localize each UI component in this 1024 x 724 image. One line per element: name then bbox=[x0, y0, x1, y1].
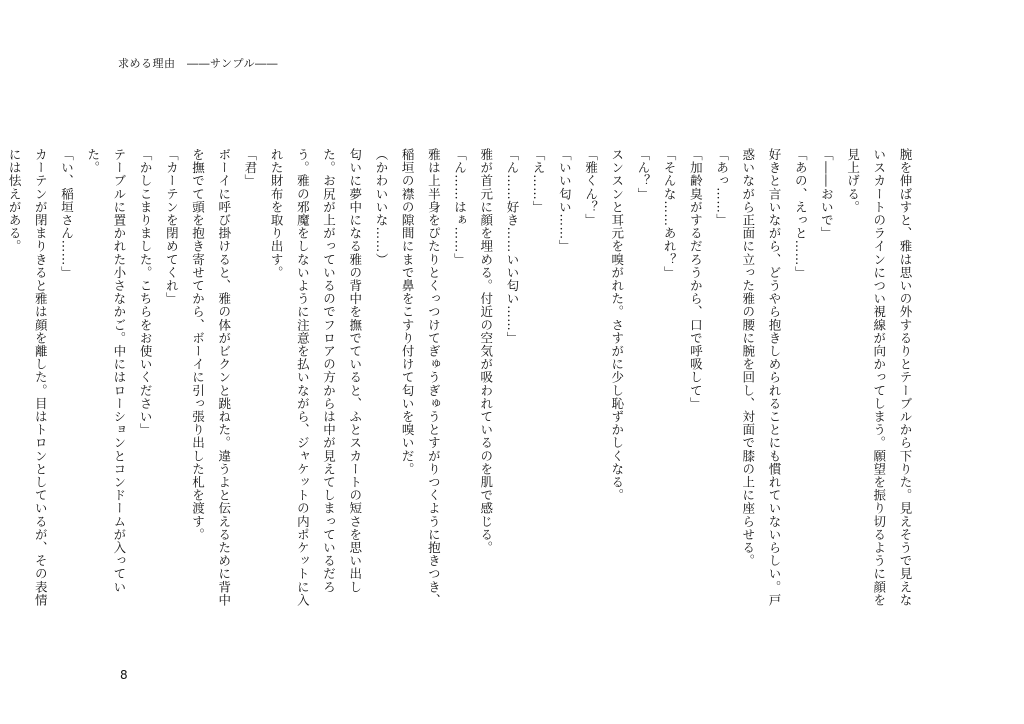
paragraph: 「いい匂い……」 bbox=[557, 148, 573, 253]
paragraph: 「そんな……あれ？」 bbox=[662, 148, 678, 279]
paragraph: 雅が首元に顔を埋める。付近の空気が吸われているのを肌で感じる。 bbox=[478, 148, 494, 555]
paragraph: 好きと言いながら、どうやら抱きしめられることにも慣れていないらしい。戸惑いながら正面に立った雅の腰に腕を回し、対面で膝の上に座らせる。 bbox=[740, 148, 782, 607]
page-number: 8 bbox=[120, 668, 128, 682]
running-header: 求める理由 ――サンプル―― bbox=[118, 57, 279, 70]
paragraph: 腕を伸ばすと、雅は思いの外するりとテーブルから下りた。見えそうで見えないスカートのラインについ視線が向かってしまう。願望を振り切るように顔を見上げる。 bbox=[845, 148, 913, 607]
paragraph: 「え……」 bbox=[531, 148, 547, 214]
paragraph: 「君」 bbox=[242, 148, 258, 188]
paragraph: 「あっ……」 bbox=[714, 148, 730, 227]
paragraph: 「ん……好き……いい匂い……」 bbox=[504, 148, 520, 345]
paragraph: テーブルに置かれた小さなかご。中にはローションとコンドームが入っていた。 bbox=[85, 148, 127, 594]
paragraph: 「い、稲垣さん……」 bbox=[59, 148, 75, 279]
paragraph bbox=[0, 148, 1, 610]
paragraph: （かわいいな……） bbox=[373, 148, 389, 266]
paragraph: 「加齢臭がするだろうから、口で呼吸して」 bbox=[688, 148, 704, 410]
body-text bbox=[7, 148, 918, 610]
paragraph: ボーイに呼び掛けると、雅の体がビクンと跳ねた。違うよと伝えるために背中を撫でて頭を抱き寄せてから、ボーイに引っ張り出した札を渡す。 bbox=[190, 148, 232, 607]
paragraph: 「ん……はぁ……」 bbox=[452, 148, 468, 266]
paragraph: 「あの、えっと……」 bbox=[793, 148, 809, 279]
paragraph: 「――おいで」 bbox=[819, 148, 835, 240]
paragraph: カーテンが閉まりきると雅は顔を離した。目はトロンとしているが、その表情には怯えがある。 bbox=[7, 148, 49, 607]
paragraph: 「雅くん？」 bbox=[583, 148, 599, 227]
paragraph: 「ん？」 bbox=[635, 148, 651, 201]
paragraph: 雅は上半身をぴたりとくっつけてぎゅうぎゅうとすがりつくように抱きつき、稲垣の襟の隙間にまで鼻をこすり付けて匂いを嗅いだ。 bbox=[400, 148, 442, 607]
paragraph: 「かしこまりました。こちらをお使いください」 bbox=[138, 148, 154, 437]
paragraph: 「カーテンを閉めてくれ」 bbox=[164, 148, 180, 306]
paragraph: 匂いに夢中になる雅の背中を撫でていると、ふとスカートの短さを思い出した。お尻が上がっているのでフロアの方からは中が見えてしまっているだろう。雅の邪魔をしないように注意を払いながら、ジャケットの内ポケットに入れた財布を取り出す。 bbox=[269, 148, 363, 607]
paragraph: スンスンと耳元を嗅がれた。さすがに少し恥ずかしくなる。 bbox=[609, 148, 625, 502]
